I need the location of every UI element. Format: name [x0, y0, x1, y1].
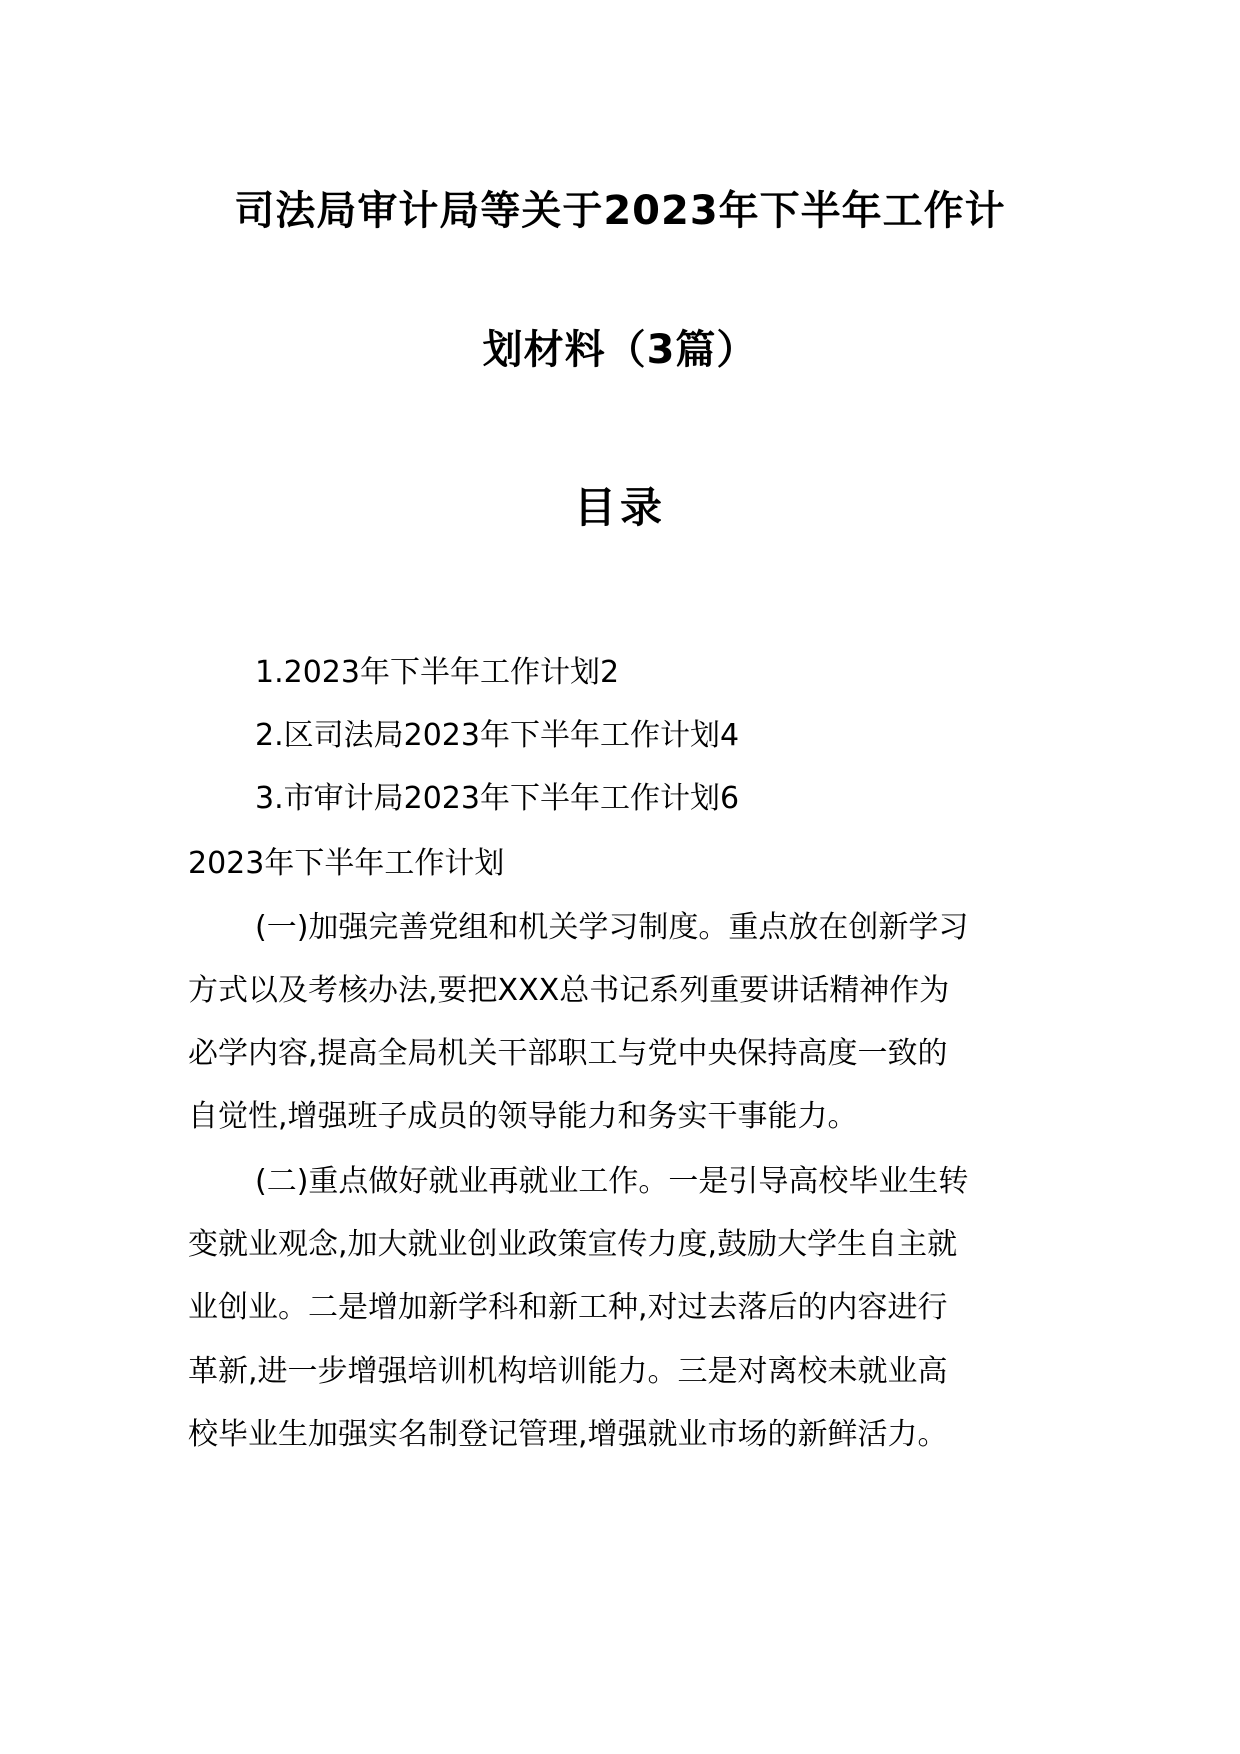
- document-title-line-2: 划材料（3篇）: [482, 327, 758, 373]
- toc-item-1[interactable]: 1.2023年下半年工作计划2: [255, 655, 620, 690]
- paragraph-1-line-3: 必学内容,提高全局机关干部职工与党中央保持高度一致的: [188, 1036, 948, 1071]
- toc-heading: 目录: [573, 483, 666, 532]
- paragraph-1-line-2: 方式以及考核办法,要把XXX总书记系列重要讲话精神作为: [188, 973, 950, 1008]
- toc-item-2[interactable]: 2.区司法局2023年下半年工作计划4: [255, 718, 740, 753]
- toc-item-3[interactable]: 3.市审计局2023年下半年工作计划6: [255, 781, 740, 816]
- paragraph-2-line-1: (二)重点做好就业再就业工作。一是引导高校毕业生转: [255, 1164, 969, 1199]
- paragraph-1-line-1: (一)加强完善党组和机关学习制度。重点放在创新学习: [255, 910, 969, 945]
- document-title-line-1: 司法局审计局等关于2023年下半年工作计: [234, 188, 1006, 234]
- section-title: 2023年下半年工作计划: [188, 846, 505, 881]
- paragraph-2-line-3: 业创业。二是增加新学科和新工种,对过去落后的内容进行: [188, 1290, 948, 1325]
- paragraph-1-line-4: 自觉性,增强班子成员的领导能力和务实干事能力。: [188, 1099, 858, 1134]
- paragraph-2-line-4: 革新,进一步增强培训机构培训能力。三是对离校未就业高: [188, 1354, 948, 1389]
- paragraph-2-line-5: 校毕业生加强实名制登记管理,增强就业市场的新鲜活力。: [188, 1417, 948, 1452]
- paragraph-2-line-2: 变就业观念,加大就业创业政策宣传力度,鼓励大学生自主就: [188, 1227, 958, 1262]
